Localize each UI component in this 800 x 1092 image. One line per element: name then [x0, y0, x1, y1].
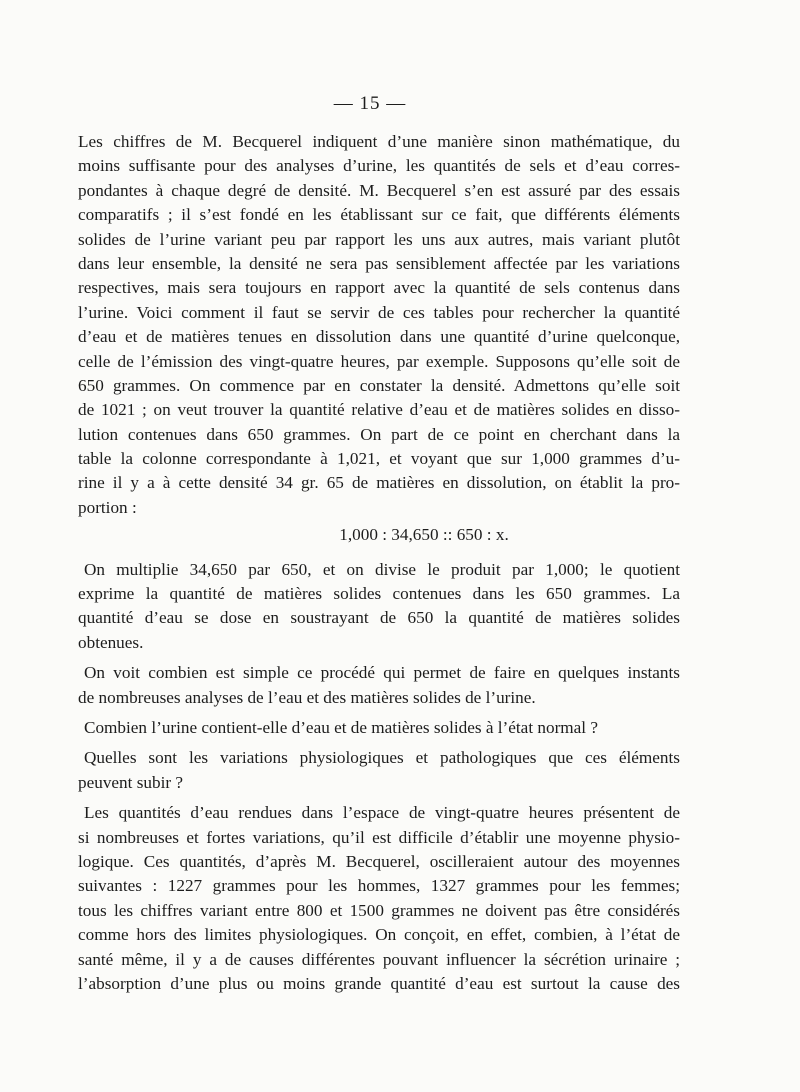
- text-line: peuvent subir ?: [78, 772, 184, 792]
- text-line: moins suffisante pour des analyses d’urine, les quantités de sels et d’eau corres-: [78, 156, 680, 176]
- text-line: On voit combien est simple ce procédé qui permet de faire en quelques instants: [84, 663, 680, 683]
- text-line: Les chiffres de M. Becquerel indiquent d’une manière sinon mathématique, du: [78, 132, 680, 151]
- text-line: exprime la quantité de matières solides contenues dans les 650 grammes. La: [78, 584, 680, 604]
- text-line: tous les chiffres variant entre 800 et 1500 grammes ne doivent pas être considérés: [78, 900, 680, 920]
- text-line: de nombreuses analyses de l’eau et des matières solides de l’urine.: [78, 687, 536, 707]
- text-line: Quelles sont les variations physiologiques et pathologiques que ces éléments: [84, 748, 680, 768]
- text-line: Combien l’urine contient-elle d’eau et de matières solides à l’état normal ?: [84, 717, 598, 737]
- text-line: table la colonne correspondante à 1,021, et voyant que sur 1,000 grammes d’u-: [78, 449, 680, 469]
- text-line: solides de l’urine variant peu par rapport les uns aux autres, mais variant plutôt: [78, 229, 680, 249]
- text-line: logique. Ces quantités, d’après M. Becquerel, oscilleraient autour des moyennes: [78, 851, 680, 871]
- text-line: rine il y a à cette densité 34 gr. 65 de matières en dissolution, on établit la pro-: [78, 473, 680, 493]
- page-number: — 15 —: [333, 93, 407, 114]
- text-line: l’absorption d’une plus ou moins grande quantité d’eau est surtout la cause des: [78, 973, 680, 993]
- text-line: d’eau et de matières tenues en dissolution dans une quantité d’urine quelconque,: [78, 327, 680, 347]
- text-line: quantité d’eau se dose en soustrayant de 650 la quantité de matières solides: [78, 608, 680, 628]
- text-line: obtenues.: [78, 632, 144, 652]
- text-line: l’urine. Voici comment il faut se servir de ces tables pour rechercher la quantité: [78, 302, 680, 322]
- text-line: santé même, il y a de causes différentes pouvant influencer la sécrétion urinaire ;: [78, 949, 680, 969]
- text-line: lution contenues dans 650 grammes. On part de ce point en cherchant dans la: [78, 424, 680, 444]
- text-line: suivantes : 1227 grammes pour les hommes, 1327 grammes pour les femmes;: [78, 876, 680, 896]
- text-line: pondantes à chaque degré de densité. M. Becquerel s’en est assuré par des essais: [78, 180, 680, 200]
- text-line: si nombreuses et fortes variations, qu’il est difficile d’établir une moyenne physio-: [78, 827, 680, 847]
- text-line: respectives, mais sera toujours en rapport avec la quantité de sels contenus dans: [78, 278, 680, 298]
- proportion-formula: 1,000 : 34,650 :: 650 : x.: [339, 525, 509, 545]
- text-line: de 1021 ; on veut trouver la quantité relative d’eau et de matières solides en disso-: [78, 400, 680, 420]
- text-line: dans leur ensemble, la densité ne sera pas sensiblement affectée par les variations: [78, 253, 680, 273]
- text-line: portion :: [78, 497, 137, 517]
- text-line: celle de l’émission des vingt-quatre heures, par exemple. Supposons qu’elle soit de: [78, 351, 680, 371]
- text-line: comme hors des limites physiologiques. On conçoit, en effet, combien, à l’état de: [78, 925, 680, 945]
- body-text: [78, 130, 680, 996]
- text-line: 650 grammes. On commence par en constater la densité. Admettons qu’elle soit: [78, 375, 680, 395]
- text-line: comparatifs ; il s’est fondé en les établissant sur ce fait, que différents éléments: [78, 205, 680, 225]
- text-line: Les quantités d’eau rendues dans l’espace de vingt-quatre heures présentent de: [84, 803, 680, 823]
- text-line: On multiplie 34,650 par 650, et on divise le produit par 1,000; le quotient: [84, 559, 680, 579]
